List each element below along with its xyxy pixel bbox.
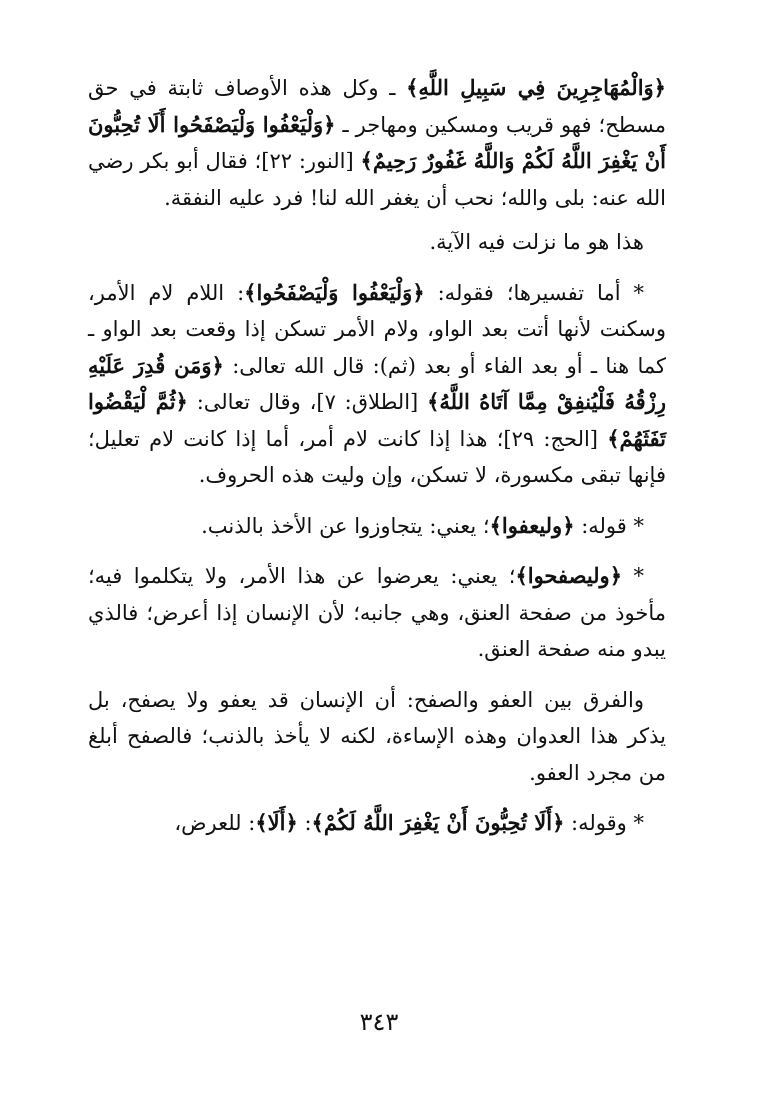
body-text: * xyxy=(622,564,644,588)
body-text: : اللام لام الأمر، وسكنت لأنها أتت بعد الواو، ولام الأمر تسكن إذا وقعت بعد الواو ـ كما هنا ـ أو بعد الفاء أو بعد (ثم): قال الله تعالى: xyxy=(88,280,666,378)
body-text: * قوله: xyxy=(574,513,644,538)
quran-verse: ﴿وليعفوا﴾ xyxy=(489,512,575,538)
paragraph-2 xyxy=(88,224,666,261)
quran-verse: ﴿ثُمَّ لْيَقْضُوا تَفَثَهُمْ﴾ xyxy=(88,389,666,451)
paragraph-4 xyxy=(88,508,666,545)
quran-verse: ﴿وَالْمُهَاجِرِينَ فِي سَبِيلِ اللَّهِ﴾ xyxy=(406,75,666,100)
body-text: ؛ يعني: يعرضوا عن هذا الأمر، ولا يتكلموا فيه؛ مأخوذ من صفحة العنق، وهي جانبه؛ لأن الإنسان إذا أعرض؛ فالذي يبدو منه صفحة العنق. xyxy=(88,564,666,661)
body-text: ، وقال تعالى: xyxy=(187,390,317,414)
body-text: ـ وكل هذه الأوصاف ثابتة في حق مسطح؛ فهو قريب ومسكين ومهاجر ـ xyxy=(88,76,666,137)
quran-verse: ﴿وليصفحوا﴾ xyxy=(515,563,622,588)
paragraph-1 xyxy=(88,70,666,216)
body-text: : xyxy=(297,811,312,835)
body-text: ؛ فقال أبو بكر رضي الله عنه: بلى والله؛ نحب أن يغفر الله لنا! فرد عليه النفقة. xyxy=(88,149,666,210)
quran-verse: ﴿وَمَن قُدِرَ عَلَيْهِ رِزْقُهُ فَلْيُنفِقْ مِمَّا آتَاهُ اللَّهُ﴾ xyxy=(88,352,666,414)
paragraph-6 xyxy=(88,682,666,792)
paragraph-7 xyxy=(88,805,666,842)
body-text: هذا هو ما نزلت فيه الآية. xyxy=(429,230,644,254)
quran-verse: ﴿أَلَا تُحِبُّونَ أَنْ يَغْفِرَ اللَّهُ لَكُمْ﴾ xyxy=(311,810,565,835)
verse-reference: [الحج: ٢٩] xyxy=(503,426,608,451)
quran-verse: ﴿أَلَا﴾ xyxy=(255,810,298,835)
body-text: * وقوله: xyxy=(564,811,644,835)
verse-reference: [النور: ٢٢] xyxy=(261,149,361,173)
body-text: : للعرض، xyxy=(174,811,256,835)
body-text: والفرق بين العفو والصفح: أن الإنسان قد يعفو ولا يصفح، بل يذكر هذا العدوان وهذه الإساءة، لكنه لا يأخذ بالذنب؛ فالصفح أبلغ من مجرد العفو. xyxy=(88,687,666,785)
paragraph-3 xyxy=(88,275,666,494)
quran-verse: ﴿وَلْيَعْفُوا وَلْيَصْفَحُوا﴾ xyxy=(244,279,425,305)
body-text: ؛ هذا إذا كانت لام أمر، أما إذا كانت لام تعليل؛ فإنها تبقى مكسورة، لا تسكن، وإن وليت هذه الحروف. xyxy=(88,426,666,487)
body-text: * أما تفسيرها؛ فقوله: xyxy=(424,280,645,305)
paragraph-5 xyxy=(88,558,666,668)
body-text: ؛ يعني: يتجاوزوا عن الأخذ بالذنب. xyxy=(201,513,490,538)
page-body xyxy=(88,70,666,842)
verse-reference: [الطلاق: ٧] xyxy=(316,390,428,414)
quran-verse: ﴿وَلْيَعْفُوا وَلْيَصْفَحُوا أَلَا تُحِبُّونَ أَنْ يَغْفِرَ اللَّهُ لَكُمْ وَاللَّهُ غَفُورٌ رَحِيمٌ﴾ xyxy=(88,111,666,173)
page-number: ٣٤٣ xyxy=(359,1008,399,1036)
